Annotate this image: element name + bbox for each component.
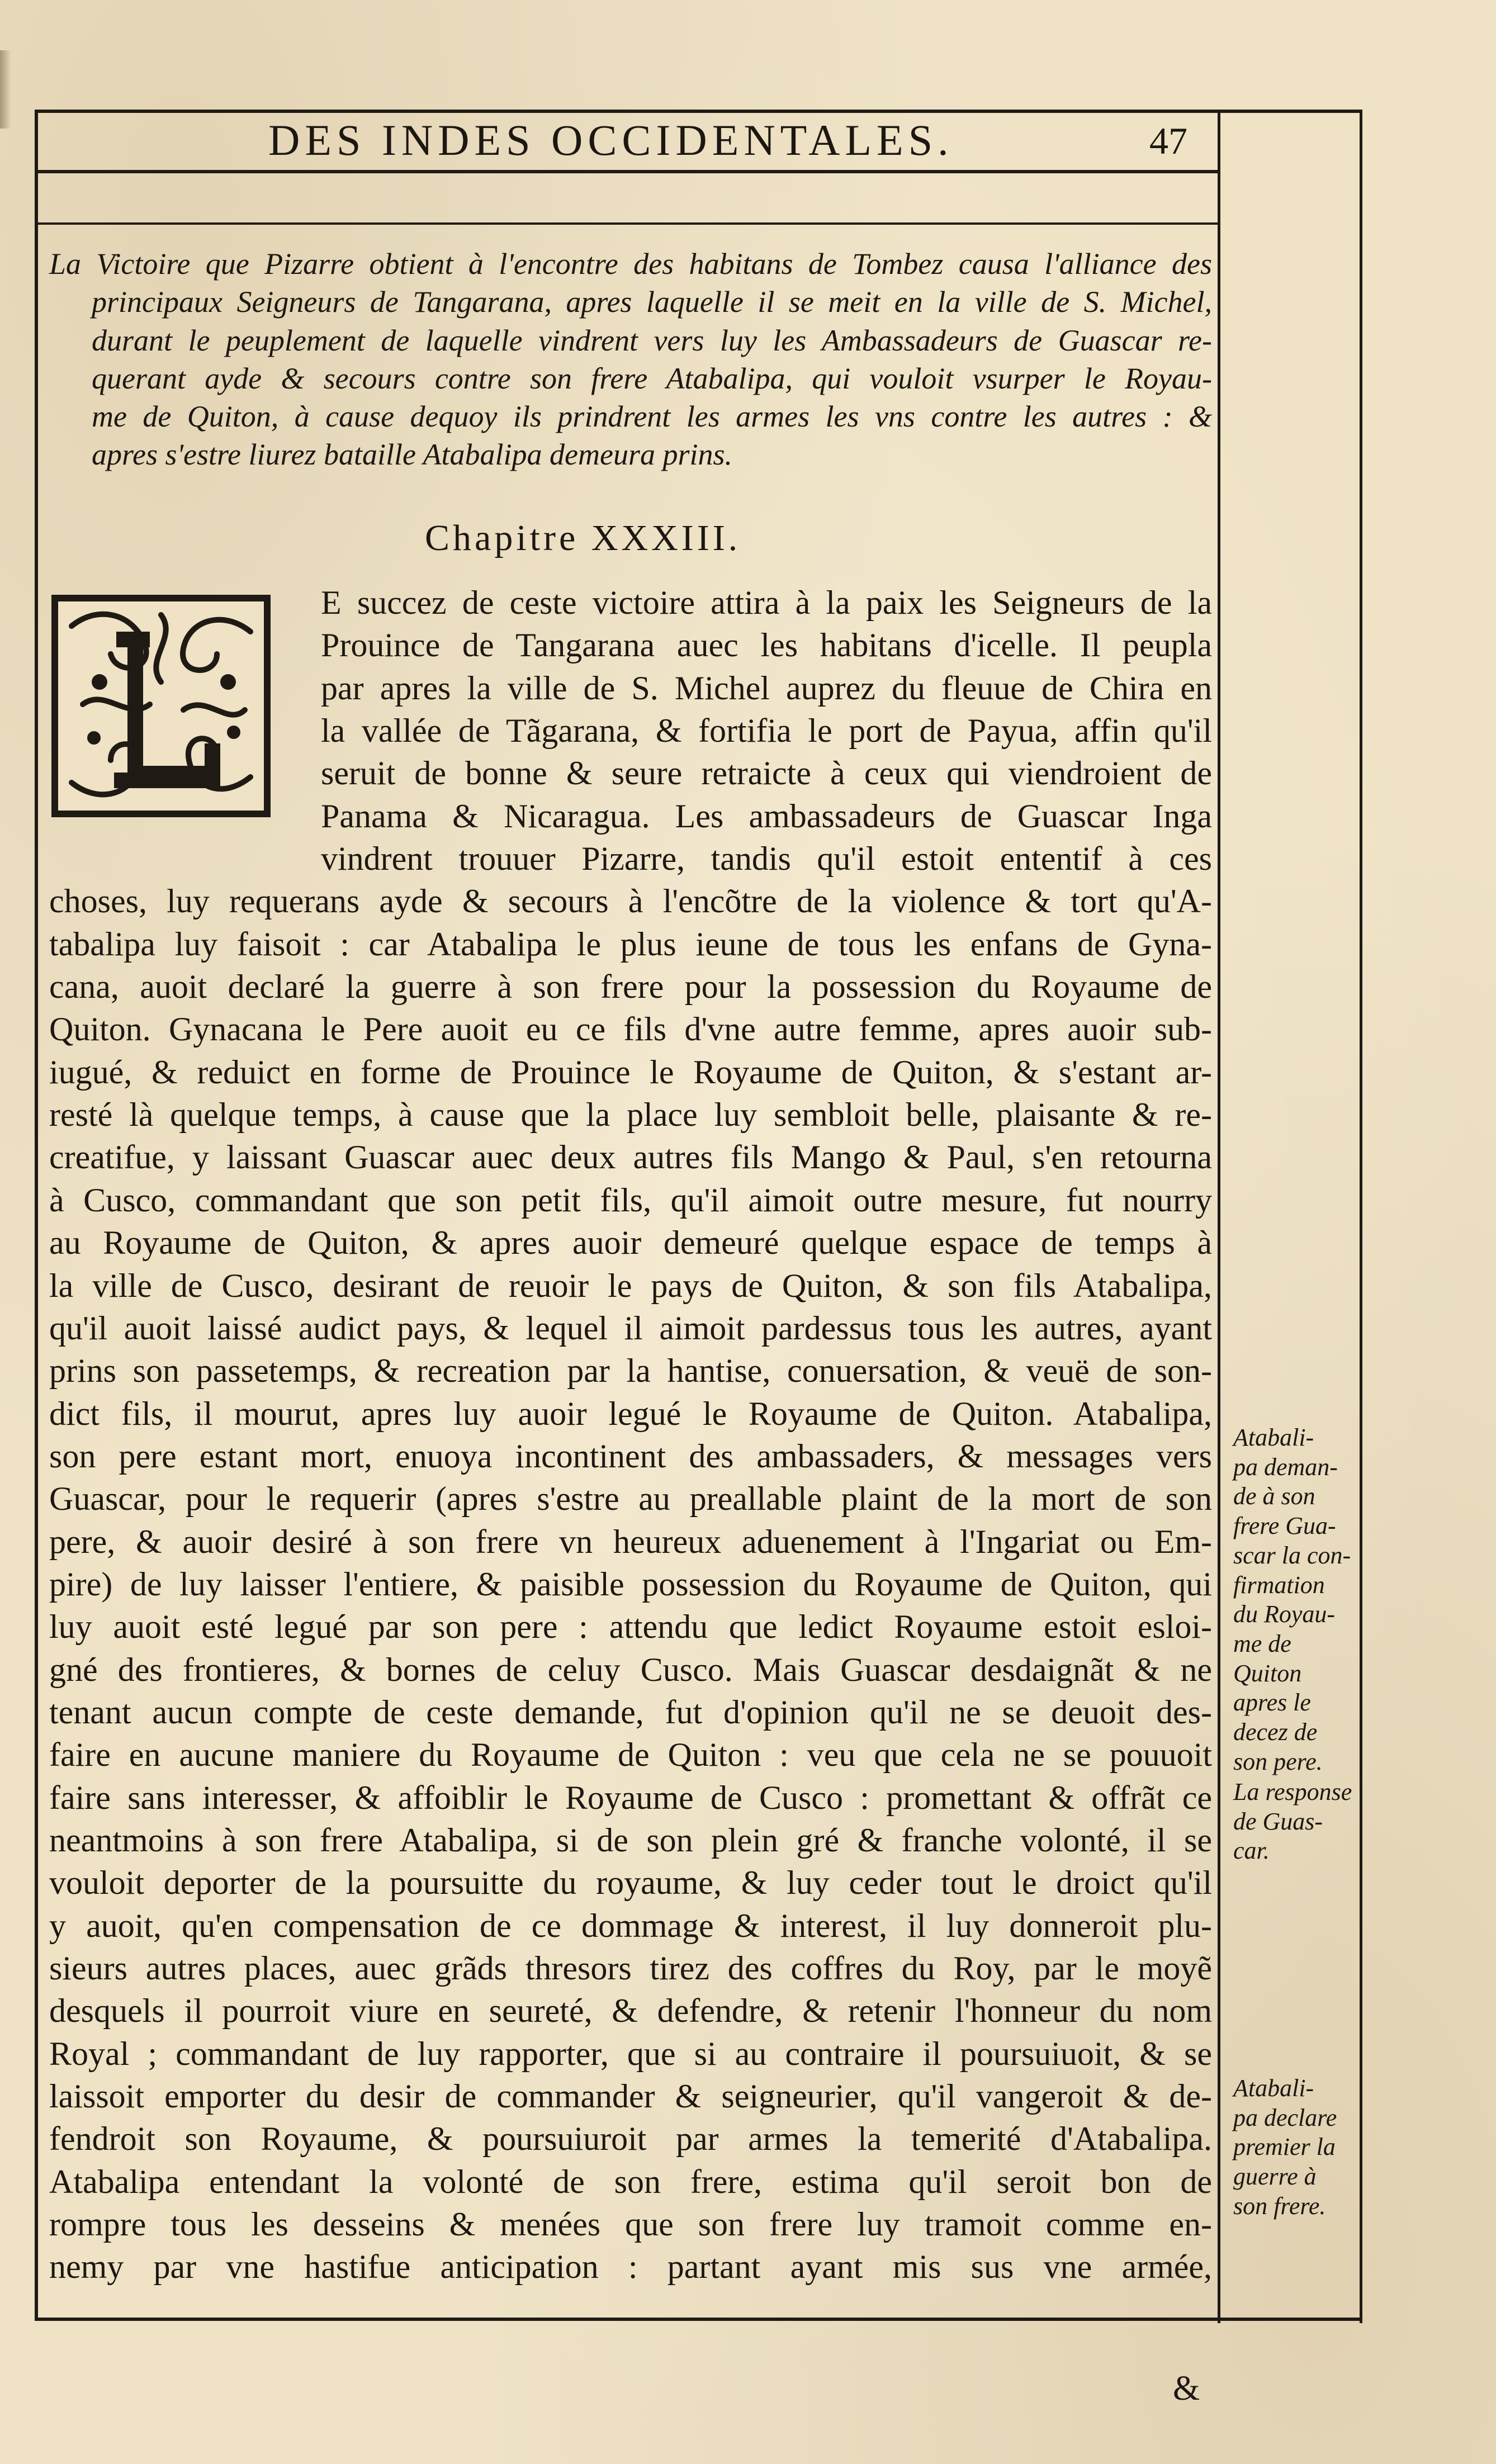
margin-note-line: Atabali- [1233, 2074, 1314, 2102]
body-line: E succez de ceste victoire attira à la paix les Seigneurs de la [321, 584, 1212, 621]
body-line: au Royaume de Quiton, & apres auoir demeuré quelque espace de temps à [49, 1224, 1212, 1262]
frame-top-rule [35, 110, 1360, 113]
body-line: luy auoit esté legué par son pere : attendu que ledict Royaume estoit esloi- [49, 1608, 1212, 1646]
summary-line: durant le peuplement de laquelle vindrent vers luy les Ambassadeurs de Guascar re- [92, 323, 1212, 357]
margin-note-line: son frere. [1233, 2192, 1326, 2220]
margin-note-line: de à son [1233, 1482, 1315, 1510]
body-line: iugué, & reduict en forme de Prouince le Royaume de Quiton, & s'estant ar- [49, 1053, 1212, 1091]
summary-line: querant ayde & secours contre son frere Atabalipa, qui vouloit vsurper le Royau- [92, 361, 1212, 395]
chapter-title: Chapitre XXXIII. [425, 518, 741, 558]
body-line: pere, & auoir desiré à son frere vn heureux aduenement à l'Ingariat ou Em- [49, 1523, 1212, 1560]
margin-note-line: La response [1233, 1778, 1352, 1806]
body-line: la vallée de Tãgarana, & fortifia le port de Payua, affin qu'il [321, 712, 1212, 750]
margin-note [1233, 1423, 1367, 1776]
margin-note-line: son pere. [1233, 1747, 1323, 1775]
margin-note-line: me de [1233, 1629, 1291, 1657]
body-line: resté là quelque temps, à cause que la place luy sembloit belle, plaisante & re- [49, 1096, 1212, 1134]
margin-note-line: apres le [1233, 1689, 1311, 1717]
body-line: vouloit deporter de la poursuitte du royaume, & luy ceder tout le droict qu'il [49, 1864, 1212, 1902]
margin-note-line: pa deman- [1233, 1453, 1338, 1481]
margin-note-line: car. [1233, 1837, 1270, 1865]
body-line: nemy par vne hastifue anticipation : partant ayant mis sus vne armée, [49, 2248, 1212, 2286]
summary-line: La Victoire que Pizarre obtient à l'encontre des habitans de Tombez causa l'alliance des [49, 247, 1212, 281]
margin-note [1233, 1778, 1367, 1866]
body-line: laissoit emporter du desir de commander & seigneurier, qu'il vangeroit & de- [49, 2078, 1212, 2115]
summary-line: principaux Seigneurs de Tangarana, apres laquelle il se meit en la ville de S. Michel, [92, 285, 1212, 319]
body-line: sieurs autres places, auec grãds thresors tirez des coffres du Roy, par le moyẽ [49, 1950, 1212, 1987]
body-line: pire) de luy laisser l'entiere, & paisible possession du Royaume de Quiton, qui [49, 1565, 1212, 1603]
body-line: Prouince de Tangarana auec les habitans d'icelle. Il peupla [321, 627, 1212, 664]
running-title: DES INDES OCCIDENTALES. [268, 116, 954, 164]
body-line: rompre tous les desseins & menées que son frere luy tramoit comme en- [49, 2206, 1212, 2243]
chapter-summary [49, 245, 1212, 474]
body-bottom-rule [35, 2318, 1362, 2321]
frame-outer-right-rule [1360, 110, 1362, 2323]
body-line: tabalipa luy faisoit : car Atabalipa le plus ieune de tous les enfans de Gyna- [49, 925, 1212, 963]
margin-note [1233, 2074, 1367, 2221]
margin-note-line: de Guas- [1233, 1807, 1323, 1835]
body-line: creatifue, y laissant Guascar auec deux autres fils Mango & Paul, s'en retourna [49, 1139, 1212, 1176]
body-line: qu'il auoit laissé audict pays, & lequel il aimoit pardessus tous les autres, ayant [49, 1309, 1212, 1347]
margin-note-line: frere Gua- [1233, 1512, 1336, 1540]
body-line: Quiton. Gynacana le Pere auoit eu ce fils d'vne autre femme, apres auoir sub- [49, 1011, 1212, 1048]
body-line: faire en aucune maniere du Royaume de Quiton : veu que cela ne se pouuoit [49, 1736, 1212, 1774]
body-line: à Cusco, commandant que son petit fils, qu'il aimoit outre mesure, fut nourry [49, 1181, 1212, 1219]
margin-note-line: du Royau- [1233, 1600, 1336, 1628]
body-line: neantmoins à son frere Atabalipa, si de son plein gré & franche volonté, il se [49, 1821, 1212, 1859]
body-line: cana, auoit declaré la guerre à son frere pour la possession du Royaume de [49, 968, 1212, 1006]
catchword: & [1173, 2370, 1200, 2408]
frame-right-rule [1218, 110, 1220, 2323]
body-line: dict fils, il mourut, apres luy auoir legué le Royaume de Quiton. Atabalipa, [49, 1395, 1212, 1432]
body-line: tenant aucun compte de ceste demande, fut d'opinion qu'il ne se deuoit des- [49, 1693, 1212, 1731]
body-line: seruit de bonne & seure retraicte à ceux qui viendroient de [321, 755, 1212, 792]
body-line: Guascar, pour le requerir (apres s'estre au preallable plaint de la mort de son [49, 1480, 1212, 1518]
margin-note-line: scar la con- [1233, 1541, 1351, 1569]
body-line: Atabalipa entendant la volonté de son frere, estima qu'il seroit bon de [49, 2163, 1212, 2200]
margin-note-line: guerre à [1233, 2163, 1317, 2191]
body-line: vindrent trouuer Pizarre, tandis qu'il estoit ententif à ces [321, 840, 1212, 878]
torn-corner [0, 50, 11, 129]
body-line: gné des frontieres, & bornes de celuy Cusco. Mais Guascar desdaignãt & ne [49, 1651, 1212, 1688]
body-line: Panama & Nicaragua. Les ambassadeurs de Guascar Inga [321, 797, 1212, 835]
body-line: choses, luy requerans ayde & secours à l'encõtre de la violence & tort qu'A- [49, 883, 1212, 920]
margin-note-line: pa declare [1233, 2103, 1337, 2131]
body-line: y auoit, qu'en compensation de ce dommage & interest, il luy donneroit plu- [49, 1907, 1212, 1944]
body-line: la ville de Cusco, desirant de reuoir le pays de Quiton, & son fils Atabalipa, [49, 1267, 1212, 1304]
margin-note-line: firmation [1233, 1571, 1325, 1599]
margin-note-line: premier la [1233, 2133, 1336, 2161]
margin-note-line: Atabali- [1233, 1424, 1314, 1451]
body-text [49, 581, 1212, 2288]
body-line: son pere estant mort, enuoya incontinent des ambassaders, & messages vers [49, 1437, 1212, 1475]
summary-line: me de Quiton, à cause dequoy ils prindrent les armes les vns contre les autres : & [92, 400, 1212, 434]
margin-note-line: Quiton [1233, 1659, 1302, 1687]
frame-left-rule [35, 110, 38, 2321]
summary-top-rule [35, 222, 1220, 225]
body-line: Royal ; commandant de luy rapporter, que si au contraire il poursuiuoit, & se [49, 2035, 1212, 2072]
page-number: 47 [1149, 120, 1187, 162]
body-line: faire sans interesser, & affoiblir le Royaume de Cusco : promettant & offrãt ce [49, 1779, 1212, 1816]
body-line: par apres la ville de S. Michel auprez du fleuue de Chira en [321, 669, 1212, 707]
body-line: desquels il pourroit viure en seureté, & defendre, & retenir l'honneur du nom [49, 1992, 1212, 2030]
margin-note-line: decez de [1233, 1718, 1318, 1746]
header-rule [35, 170, 1220, 173]
body-line: fendroit son Royaume, & poursuiuroit par armes la temerité d'Atabalipa. [49, 2120, 1212, 2158]
body-line: prins son passetemps, & recreation par la hantise, conuersation, & veuë de son- [49, 1352, 1212, 1390]
summary-line: apres s'estre liurez bataille Atabalipa demeura prins. [92, 438, 732, 472]
